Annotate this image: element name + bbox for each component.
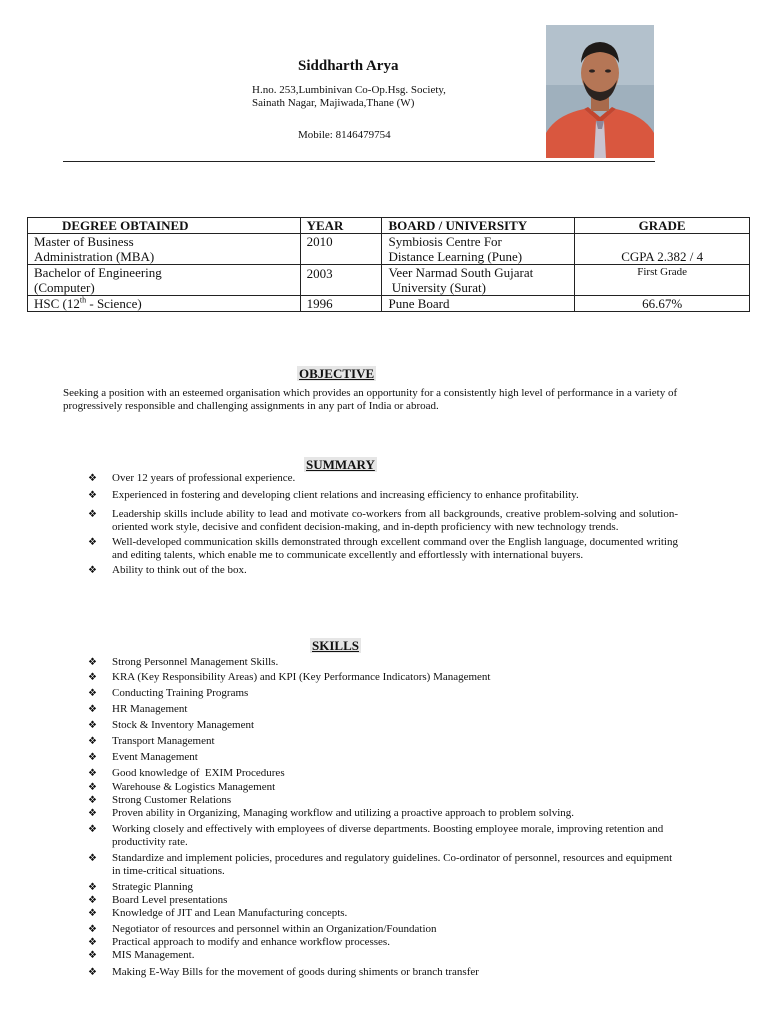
year-cell: 1996 (300, 296, 382, 312)
list-item (88, 794, 678, 807)
list-item (88, 923, 678, 936)
year-cell (300, 265, 382, 296)
mobile-number: Mobile: 8146479754 (298, 129, 391, 141)
skill-item-text: Proven ability in Organizing, Managing workflow and utilizing a proactive approach to problem solving. (112, 807, 574, 819)
list-item (88, 703, 678, 716)
education-table (27, 217, 750, 312)
bullet-icon: ❖ (88, 752, 97, 763)
bullet-icon: ❖ (88, 950, 97, 961)
education-header-row (28, 218, 750, 234)
summary-item-text: Experienced in fostering and developing client relations and increasing efficiency to enhance profitability. (112, 489, 579, 501)
skill-item-text: Board Level presentations (112, 894, 228, 906)
skill-item-text: Strong Personnel Management Skills. (112, 656, 279, 668)
skill-item-text: Strategic Planning (112, 881, 193, 893)
board-text: Distance Learning (Pune) (388, 249, 523, 264)
col-year-header: YEAR (300, 218, 382, 234)
bullet-icon: ❖ (88, 795, 97, 806)
col-board-header: BOARD / UNIVERSITY (382, 218, 575, 234)
list-item (88, 936, 678, 949)
degree-cell (28, 265, 301, 296)
list-item (88, 751, 678, 764)
skill-item-text: Warehouse & Logistics Management (112, 781, 276, 793)
skill-item-text: Strong Customer Relations (112, 794, 232, 806)
col-grade-header: GRADE (575, 218, 750, 234)
skills-heading: SKILLS (312, 638, 359, 653)
list-item (88, 894, 678, 907)
address-line-1: H.no. 253,Lumbinivan Co-Op.Hsg. Society, (252, 84, 446, 96)
degree-text: Bachelor of Engineering (34, 265, 162, 280)
skill-item-text: Transport Management (112, 735, 215, 747)
skill-item-text: HR Management (112, 703, 188, 715)
list-item (88, 881, 678, 894)
bullet-icon: ❖ (88, 657, 97, 668)
bullet-icon: ❖ (88, 672, 97, 683)
list-item (88, 966, 678, 979)
degree-text: (Computer) (34, 280, 95, 295)
degree-text: - Science) (86, 296, 142, 311)
board-cell (382, 265, 575, 296)
degree-cell (28, 296, 301, 312)
bullet-icon: ❖ (88, 853, 97, 864)
skill-item-text: Making E-Way Bills for the movement of goods during shiments or branch transfer (112, 966, 479, 978)
board-text: University (Surat) (388, 280, 486, 295)
bullet-icon: ❖ (88, 937, 97, 948)
bullet-icon: ❖ (88, 824, 97, 835)
degree-superscript: th (79, 295, 87, 305)
bullet-icon: ❖ (88, 768, 97, 779)
bullet-icon: ❖ (88, 688, 97, 699)
table-row (28, 234, 750, 265)
grade-cell: 66.67% (575, 296, 750, 312)
bullet-icon: ❖ (88, 895, 97, 906)
summary-item-text: Ability to think out of the box. (112, 564, 247, 576)
list-item (88, 807, 678, 820)
bullet-icon: ❖ (88, 967, 97, 978)
board-cell (382, 234, 575, 265)
bullet-icon: ❖ (88, 720, 97, 731)
bullet-icon: ❖ (88, 808, 97, 819)
summary-heading: SUMMARY (306, 457, 375, 472)
skill-item-text: Good knowledge of EXIM Procedures (112, 767, 285, 779)
objective-text: Seeking a position with an esteemed organisation which provides an opportunity for a consistently high level of performance in a variety of progressively responsible and challenging assignments in any part of India or abroad. (63, 387, 678, 412)
list-item (88, 656, 678, 669)
bullet-icon: ❖ (88, 924, 97, 935)
degree-cell (28, 234, 301, 265)
list-item (88, 781, 678, 794)
col-degree-header: DEGREE OBTAINED (28, 218, 301, 234)
bullet-icon: ❖ (88, 473, 97, 484)
degree-text: Administration (MBA) (34, 249, 155, 264)
skill-item-text: Working closely and effectively with employees of diverse departments. Boosting employee morale, improving retention and productivity rate. (112, 823, 664, 848)
bullet-icon: ❖ (88, 704, 97, 715)
objective-heading: OBJECTIVE (299, 366, 375, 381)
list-item (88, 907, 678, 920)
candidate-name: Siddharth Arya (298, 58, 399, 74)
address-line-2: Sainath Nagar, Majiwada,Thane (W) (252, 97, 415, 109)
grade-cell: First Grade (575, 265, 750, 296)
list-item (88, 852, 678, 878)
list-item (88, 735, 678, 748)
skill-item-text: MIS Management. (112, 949, 195, 961)
year-cell: 2010 (300, 234, 382, 265)
bullet-icon: ❖ (88, 565, 97, 576)
degree-text: Master of Business (34, 234, 134, 249)
skills-list (88, 656, 678, 979)
list-item (88, 489, 678, 502)
list-item (88, 472, 678, 485)
skill-item-text: Event Management (112, 751, 198, 763)
list-item (88, 719, 678, 732)
summary-item-text: Well-developed communication skills demonstrated through excellent command over the English language, documented writing and editing talents, which enable me to communicate excellently and effortlessly with international buyers. (112, 536, 678, 561)
board-cell: Pune Board (382, 296, 575, 312)
bullet-icon: ❖ (88, 509, 97, 520)
bullet-icon: ❖ (88, 882, 97, 893)
board-text: Symbiosis Centre For (388, 234, 502, 249)
summary-list (88, 472, 678, 577)
table-row (28, 296, 750, 312)
skill-item-text: Practical approach to modify and enhance workflow processes. (112, 936, 390, 948)
grade-cell (575, 234, 750, 265)
skill-item-text: Negotiator of resources and personnel within an Organization/Foundation (112, 923, 437, 935)
bullet-icon: ❖ (88, 782, 97, 793)
summary-item-text: Over 12 years of professional experience. (112, 472, 296, 484)
list-item (88, 508, 678, 534)
board-text: Veer Narmad South Gujarat (388, 265, 534, 280)
degree-text: HSC (12 (34, 296, 80, 311)
list-item (88, 949, 678, 962)
skill-item-text: Stock & Inventory Management (112, 719, 255, 731)
list-item (88, 536, 678, 562)
bullet-icon: ❖ (88, 908, 97, 919)
skill-item-text: Standardize and implement policies, procedures and regulatory guidelines. Co-ordinator of personnel, resources and equipment in time-critical situations. (112, 852, 673, 877)
year-text: 2003 (306, 266, 333, 281)
list-item (88, 671, 678, 684)
list-item (88, 767, 678, 780)
bullet-icon: ❖ (88, 736, 97, 747)
skill-item-text: Knowledge of JIT and Lean Manufacturing concepts. (112, 907, 348, 919)
grade-text: CGPA 2.382 / 4 (621, 249, 704, 264)
bullet-icon: ❖ (88, 490, 97, 501)
table-row (28, 265, 750, 296)
profile-photo (546, 25, 654, 158)
skill-item-text: Conducting Training Programs (112, 687, 249, 699)
list-item (88, 564, 678, 577)
header-divider (63, 161, 655, 162)
list-item (88, 687, 678, 700)
list-item (88, 823, 678, 849)
skill-item-text: KRA (Key Responsibility Areas) and KPI (Key Performance Indicators) Management (112, 671, 491, 683)
bullet-icon: ❖ (88, 537, 97, 548)
summary-item-text: Leadership skills include ability to lead and motivate co-workers from all backgrounds, creative problem-solving and solution-oriented work style, decisive and confident decision-making, and in-depth proficiency with new technology trends. (112, 508, 678, 533)
